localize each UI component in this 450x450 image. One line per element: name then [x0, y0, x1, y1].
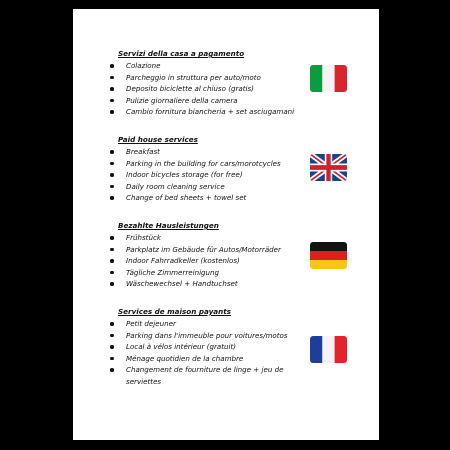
list-item: Deposito biciclette al chiuso (gratis) [118, 83, 318, 95]
list-item: Local à vélos intérieur (gratuit) [118, 341, 318, 353]
list-item: Change of bed sheets + towel set [118, 192, 318, 204]
section-heading: Bezahlte Hausleistungen [118, 221, 219, 230]
germany-flag-icon [310, 242, 347, 269]
list-item: Breakfast [118, 146, 318, 158]
section-italian [118, 48, 318, 118]
list-item: Colazione [118, 60, 318, 72]
section-french [118, 306, 318, 388]
list-item: Indoor bicycles storage (for free) [118, 169, 318, 181]
section-heading: Paid house services [118, 135, 198, 144]
list-item: Parkplatz im Gebäude für Autos/Motorräder [118, 244, 318, 256]
list-item: Frühstück [118, 232, 318, 244]
service-list [118, 232, 318, 290]
service-list [118, 318, 318, 388]
list-item: Petit dejeuner [118, 318, 318, 330]
list-item: Wäschewechsel + Handtuchset [118, 278, 318, 290]
section-german [118, 220, 318, 290]
list-item: Tägliche Zimmerreinigung [118, 267, 318, 279]
list-item: Changement de fourniture de linge + jeu de serviettes [118, 364, 301, 387]
list-item: Parcheggio in struttura per auto/moto [118, 72, 318, 84]
service-list [118, 146, 318, 204]
list-item: Indoor Fahrradkeller (kostenlos) [118, 255, 318, 267]
list-item: Cambio fornitura biancheria + set asciugamani [118, 106, 318, 118]
service-list [118, 60, 318, 118]
section-heading: Servizi della casa a pagamento [118, 49, 245, 58]
list-item: Parking dans l'immeuble pour voitures/motos [118, 330, 318, 342]
section-english [118, 134, 318, 204]
list-item: Ménage quotidien de la chambre [118, 353, 318, 365]
italy-flag-icon [310, 65, 347, 92]
list-item: Daily room cleaning service [118, 181, 318, 193]
list-item: Pulizie giornaliere della camera [118, 95, 318, 107]
uk-flag-icon [310, 154, 347, 181]
document-page [73, 9, 379, 440]
list-item: Parking in the building for cars/morotcycles [118, 158, 318, 170]
section-heading: Services de maison payants [118, 307, 231, 316]
france-flag-icon [310, 336, 347, 363]
